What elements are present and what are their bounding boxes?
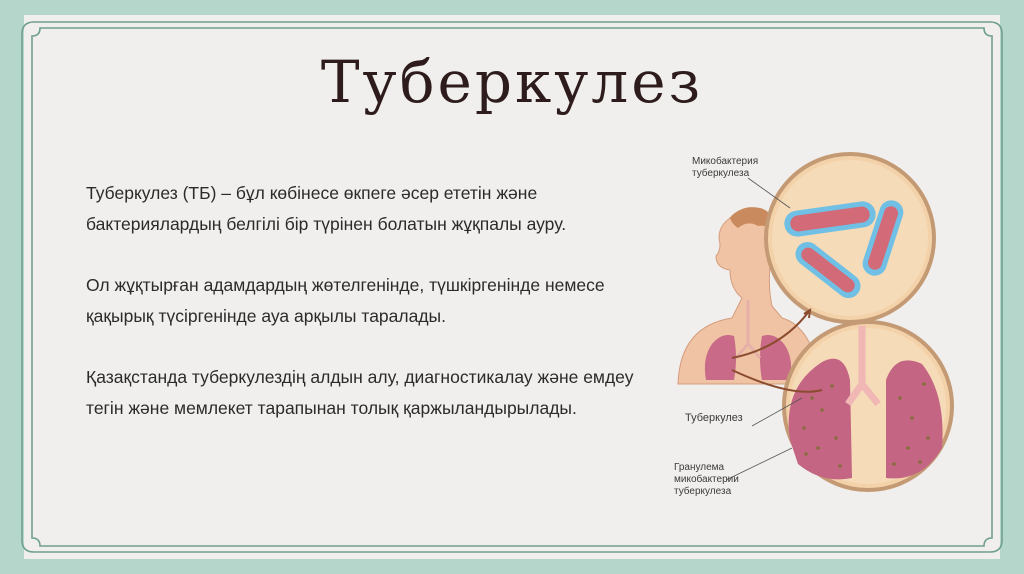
lung-magnified <box>784 322 952 490</box>
label-tuberculosis: Туберкулез <box>685 412 743 424</box>
page-title: Туберкулез <box>320 48 704 116</box>
body-text <box>86 178 666 454</box>
tuberculosis-illustration <box>672 148 972 504</box>
label-granuloma: Гранулема микобактерии туберкулеза <box>674 462 739 497</box>
paragraph-definition: Туберкулез (ТБ) – бұл көбінесе өкпеге әсер ететін және бактериялардың белгілі бір түрінен болатын жұқпалы ауру. <box>86 183 567 234</box>
paragraph-transmission: Ол жұқтырған адамдардың жөтелгенінде, түшкіргенінде немесе қақырық түсіргенінде ауа арқылы таралады. <box>86 275 605 326</box>
label-mycobacterium: Микобактерия туберкулеза <box>692 156 759 179</box>
paragraph-kazakhstan: Қазақстанда туберкулездің алдын алу, диагностикалау және емдеу тегін және мемлекет тарапынан толық қаржыландырылады. <box>86 367 634 418</box>
bacteria-magnified <box>766 154 934 322</box>
